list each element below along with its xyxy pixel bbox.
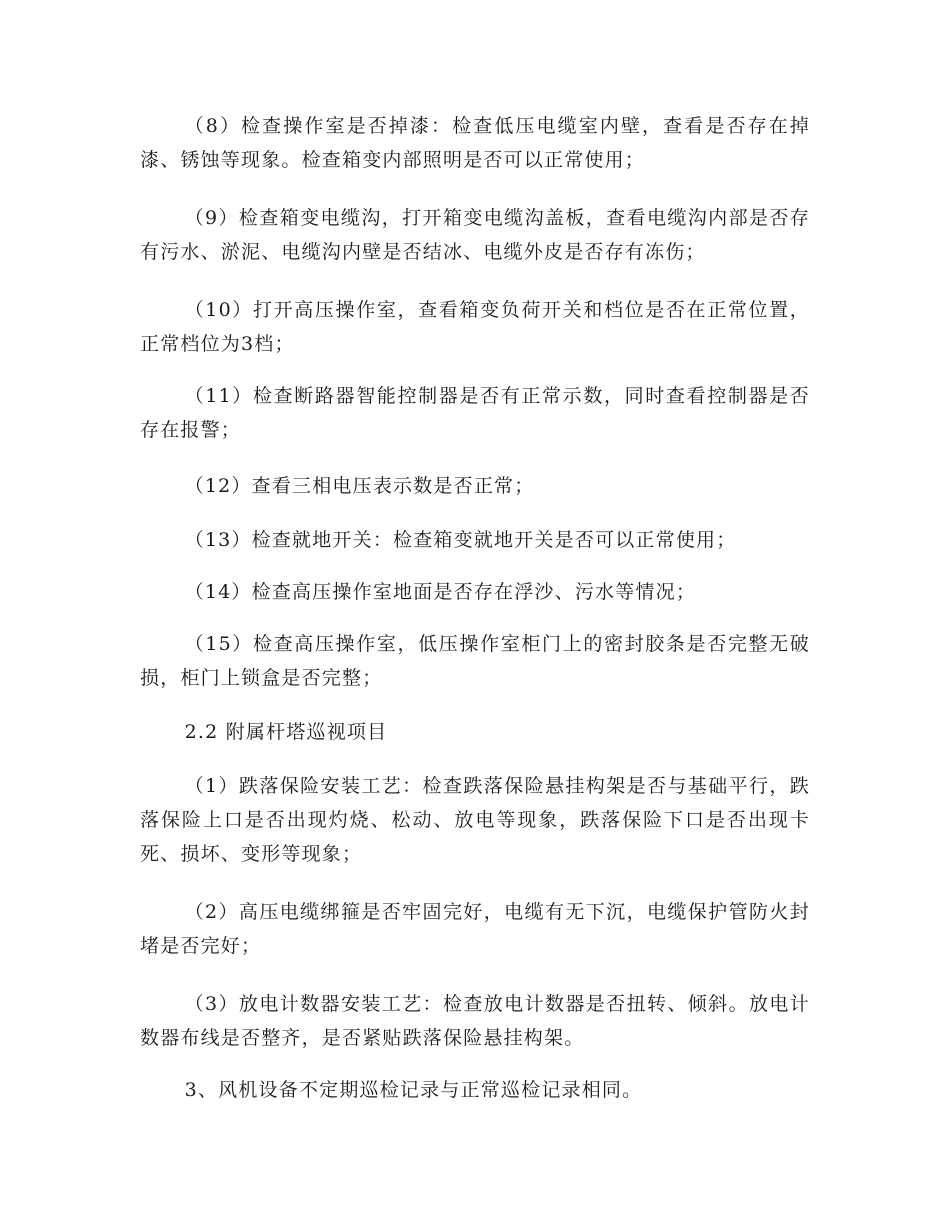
paragraph-item-13: （13）检查就地开关：检查箱变就地开关是否可以正常使用； (184, 529, 737, 551)
paragraph-item-14: （14）检查高压操作室地面是否存在浮沙、污水等情况； (184, 581, 697, 603)
paragraph-sub-item-1: （1）跌落保险安装工艺：检查跌落保险悬挂构架是否与基础平行，跌落保险上口是否出现灼烧、松动、放电等现象，跌落保险下口是否出现卡死、损坏、变形等现象； (140, 775, 810, 865)
paragraph-item-10: （10）打开高压操作室，查看箱变负荷开关和档位是否在正常位置，正常档位为3档； (140, 299, 810, 355)
paragraph-sub-item-3: （3）放电计数器安装工艺：检查放电计数器是否扭转、倾斜。放电计数器布线是否整齐，是否紧贴跌落保险悬挂构架。 (140, 993, 810, 1049)
paragraph-item-8: （8）检查操作室是否掉漆：检查低压电缆室内壁，查看是否存在掉漆、锈蚀等现象。检查箱变内部照明是否可以正常使用； (140, 115, 810, 171)
paragraph-item-12: （12）查看三相电压表示数是否正常； (184, 475, 535, 497)
paragraph-item-15: （15）检查高压操作室，低压操作室柜门上的密封胶条是否完整无破损，柜门上锁盒是否完整； (140, 633, 810, 689)
paragraph-section-3: 3、风机设备不定期巡检记录与正常巡检记录相同。 (184, 1079, 643, 1101)
paragraph-sub-item-2: （2）高压电缆绑箍是否牢固完好，电缆有无下沉，电缆保护管防火封堵是否完好； (140, 901, 810, 957)
paragraph-item-9: （9）检查箱变电缆沟，打开箱变电缆沟盖板，查看电缆沟内部是否存有污水、淤泥、电缆沟内壁是否结冰、电缆外皮是否存有冻伤； (140, 207, 810, 263)
paragraph-item-11: （11）检查断路器智能控制器是否有正常示数，同时查看控制器是否存在报警； (140, 385, 810, 441)
section-heading-2-2: 2.2 附属杆塔巡视项目 (184, 721, 388, 743)
